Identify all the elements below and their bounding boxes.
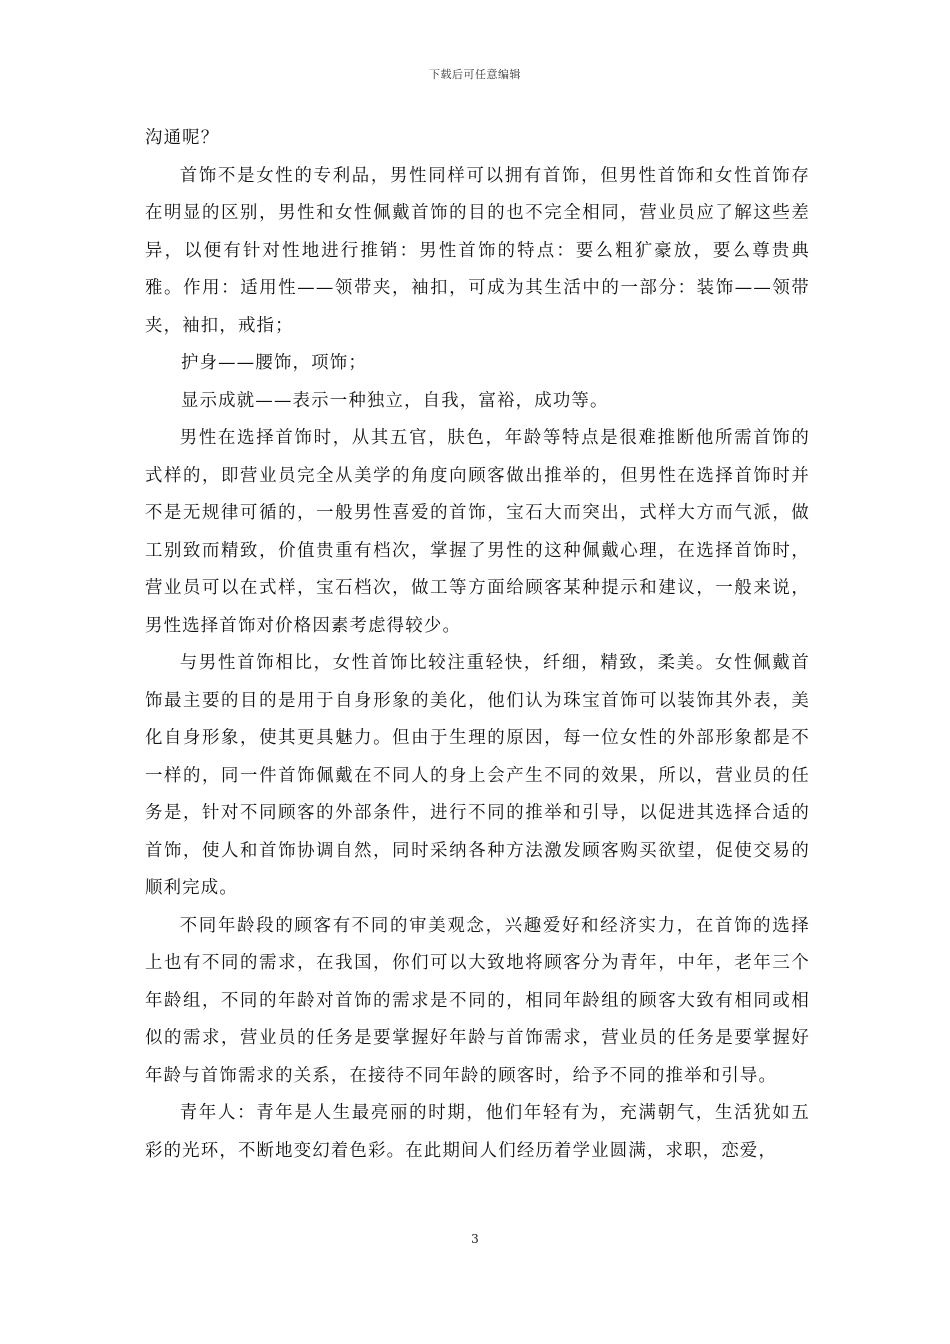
paragraph-male-jewelry-intro: 首饰不是女性的专利品，男性同样可以拥有首饰，但男性首饰和女性首饰存在明显的区别，男性和女性佩戴首饰的目的也不完全相同，营业员应了解这些差异，以便有针对性地进行推销：男性首饰的特点：要么粗犷豪放，要么尊贵典雅。作用：适用性——领带夹，袖扣，可成为其生活中的一部分：装饰——领带夹，袖扣，戒指； (145, 165, 810, 336)
paragraph-male-selection: 男性在选择首饰时，从其五官，肤色，年龄等特点是很难推断他所需首饰的式样的，即营业员完全从美学的角度向顾客做出推举的，但男性在选择首饰时并不是无规律可循的，一般男性喜爱的首饰，宝石大而突出，式样大方而气派，做工别致而精致，价值贵重有档次，掌握了男性的这种佩戴心理，在选择首饰时，营业员可以在式样，宝石档次，做工等方面给顾客某种提示和建议，一般来说，男性选择首饰对价格因素考虑得较少。 (145, 428, 810, 636)
paragraph-female-jewelry: 与男性首饰相比，女性首饰比较注重轻快，纤细，精致，柔美。女性佩戴首饰最主要的目的是用于自身形象的美化，他们认为珠宝首饰可以装饰其外表，美化自身形象，使其更具魅力。但由于生理的原因，每一位女性的外部形象都是不一样的，同一件首饰佩戴在不同人的身上会产生不同的效果，所以，营业员的任务是，针对不同顾客的外部条件，进行不同的推举和引导，以促进其选择合适的首饰，使人和首饰协调自然，同时采纳各种方法激发顾客购买欲望，促使交易的顺利完成。 (145, 653, 810, 898)
paragraph-achievement: 显示成就——表示一种独立，自我，富裕，成功等。 (181, 390, 609, 411)
page-header-note: 下载后可任意编辑 (429, 68, 521, 81)
page-number: 3 (471, 1232, 479, 1246)
paragraph-youth: 青年人：青年是人生最亮丽的时期，他们年轻有为，充满朝气，生活犹如五彩的光环，不断地变幻着色彩。在此期间人们经历着学业圆满，求职，恋爱， (145, 1103, 810, 1161)
paragraph-continuation: 沟通呢？ (145, 128, 220, 148)
paragraph-age-groups: 不同年龄段的顾客有不同的审美观念，兴趣爱好和经济实力，在首饰的选择上也有不同的需求，在我国，你们可以大致地将顾客分为青年，中年，老年三个年龄组，不同的年龄对首饰的需求是不同的，相同年龄组的顾客大致有相同或相似的需求，营业员的任务是要掌握好年龄与首饰需求，营业员的任务是要掌握好年龄与首饰需求的关系，在接待不同年龄的顾客时，给予不同的推举和引导。 (145, 915, 810, 1086)
paragraph-protection: 护身——腰饰，项饰； (181, 353, 367, 373)
document-body (145, 120, 810, 1170)
